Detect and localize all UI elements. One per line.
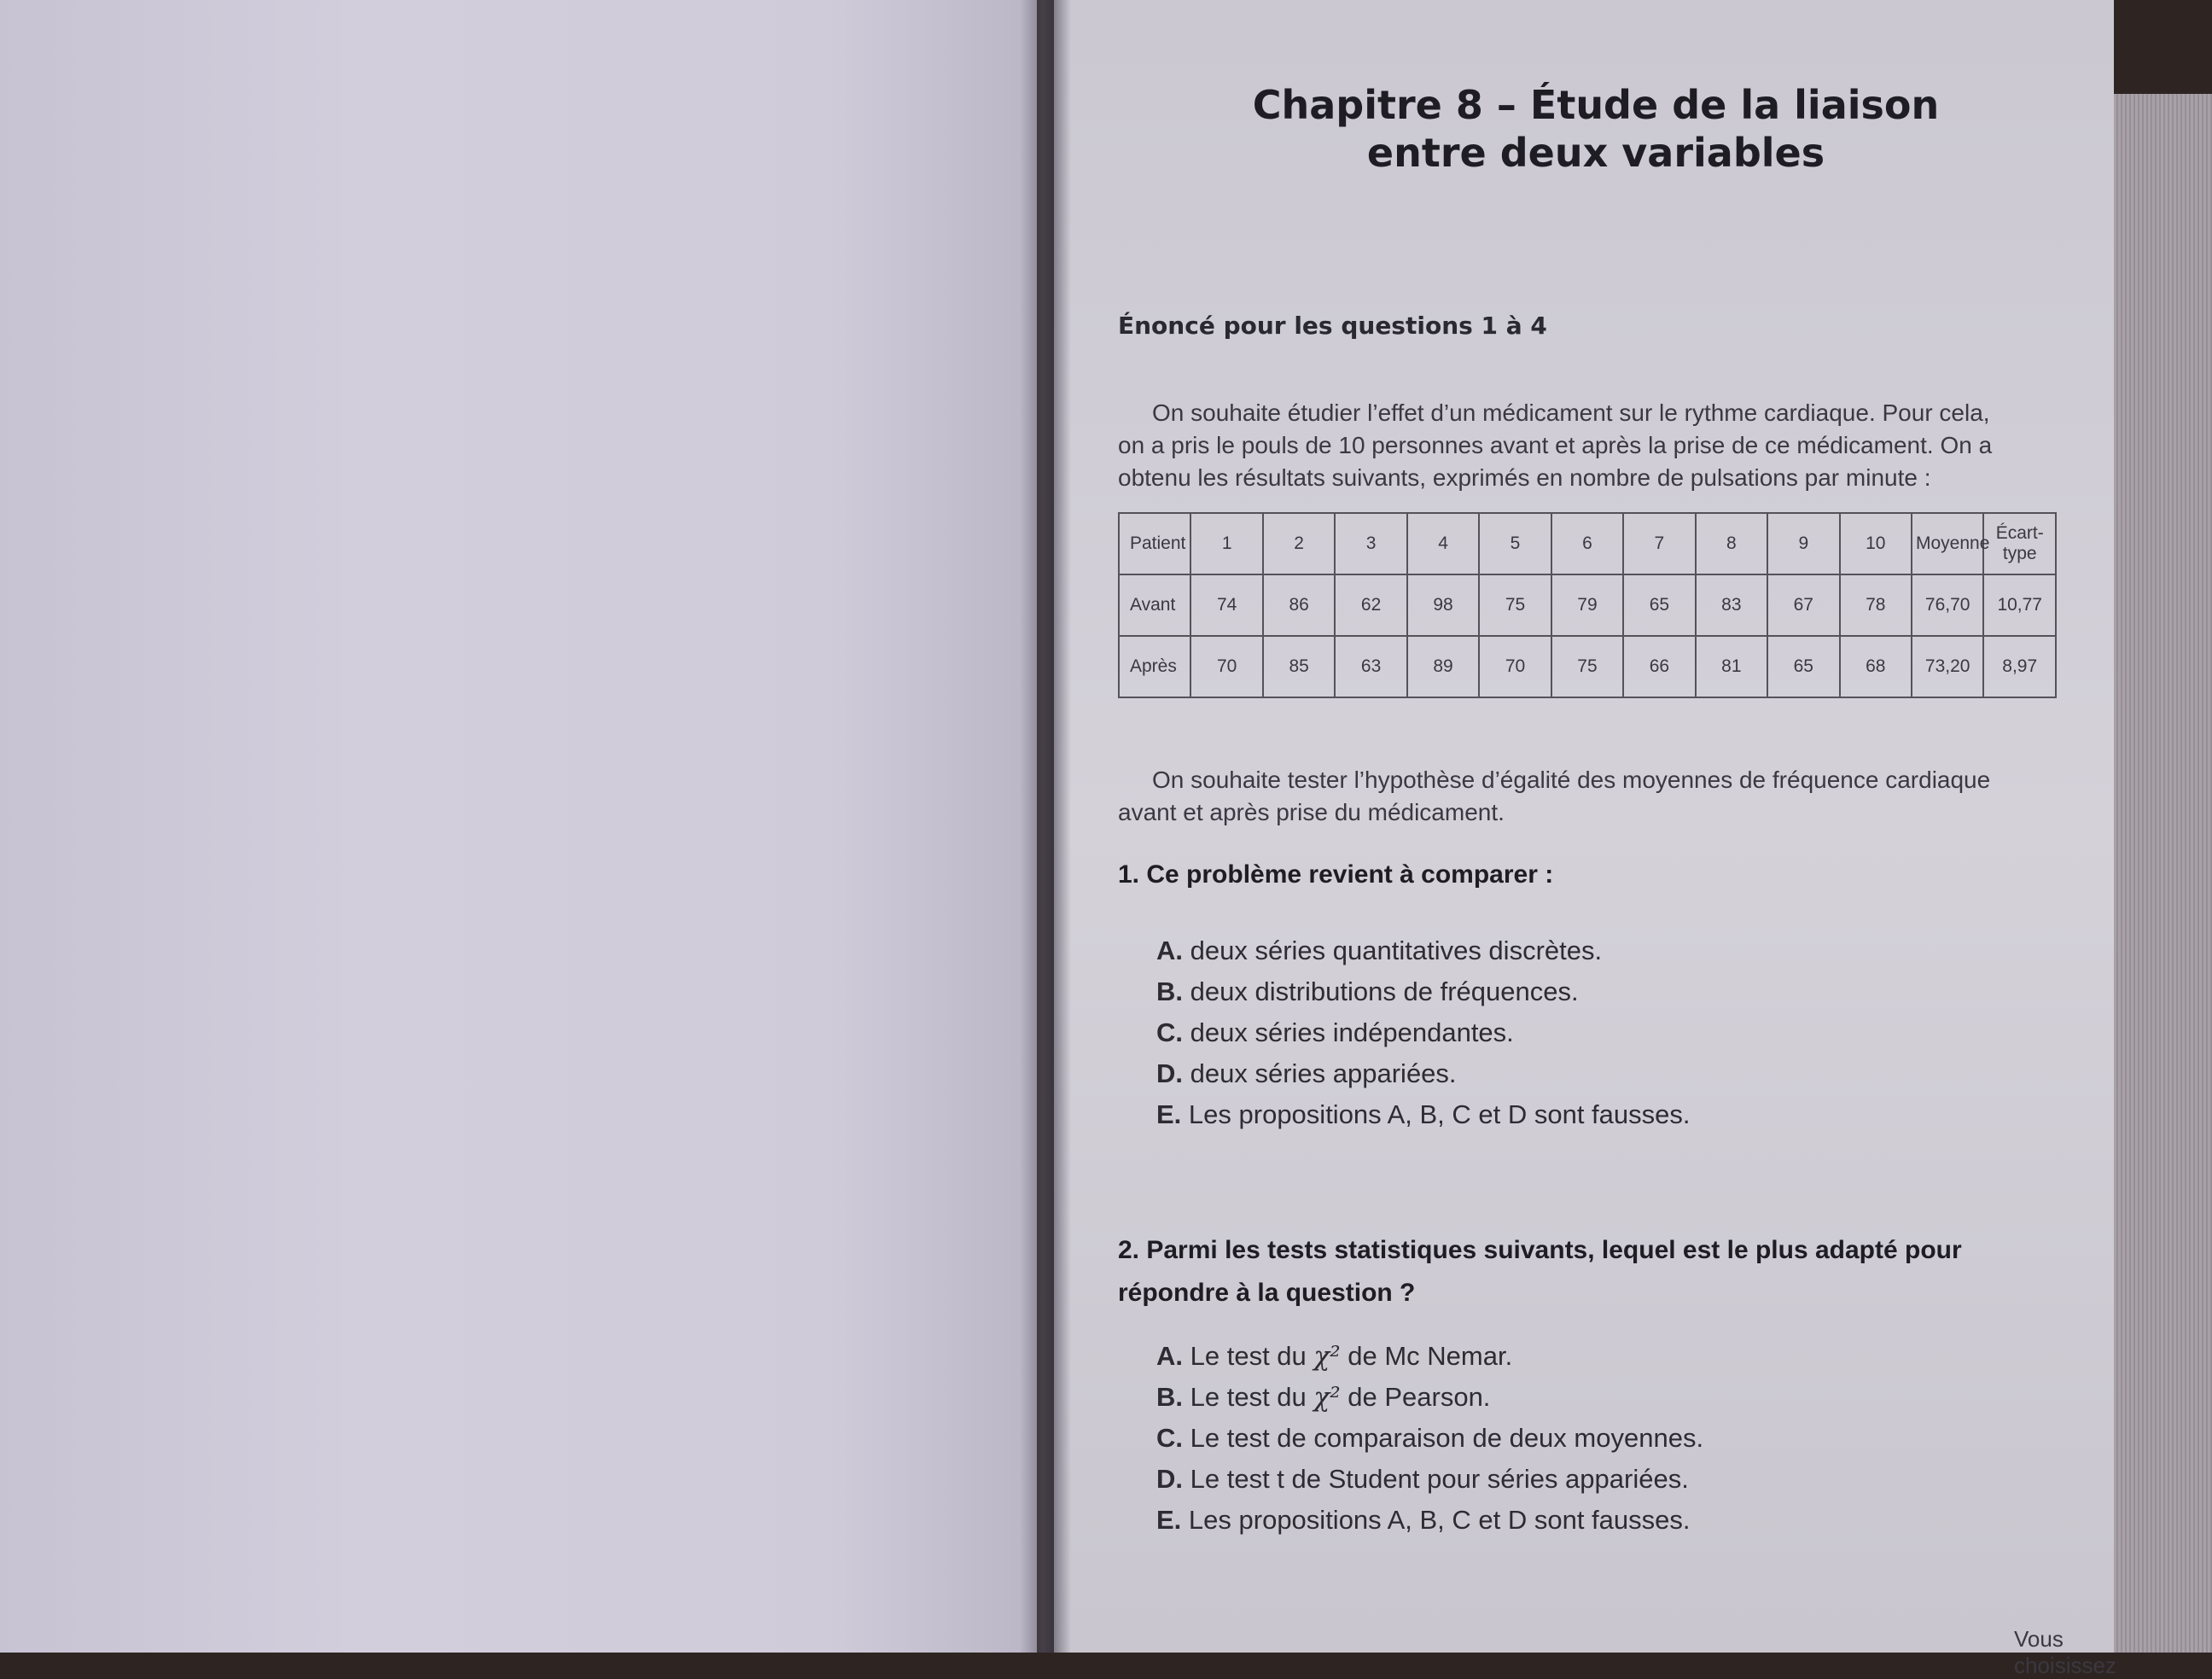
option-letter: B. bbox=[1156, 977, 1183, 1006]
table-cell: 76,70 bbox=[1912, 574, 1983, 636]
table-cell: 86 bbox=[1263, 574, 1335, 636]
table-cell: 66 bbox=[1623, 636, 1695, 697]
table-cell: 2 bbox=[1263, 513, 1335, 574]
table-row bbox=[1119, 636, 2056, 697]
option-text: deux séries indépendantes. bbox=[1190, 1017, 1514, 1047]
table-cell: 63 bbox=[1335, 636, 1406, 697]
option-item bbox=[1156, 930, 1691, 971]
table-cell: Moyenne bbox=[1912, 513, 1983, 574]
option-letter: C. bbox=[1156, 1017, 1183, 1047]
question-1-options bbox=[1156, 930, 1691, 1135]
section-heading: Énoncé pour les questions 1 à 4 bbox=[1118, 312, 1547, 340]
table-cell: Écart-type bbox=[1983, 513, 2056, 574]
option-item bbox=[1156, 1459, 1703, 1500]
option-text: Les propositions A, B, C et D sont fausses. bbox=[1188, 1099, 1691, 1129]
option-text: de Pearson. bbox=[1348, 1382, 1491, 1412]
option-item bbox=[1156, 1012, 1691, 1053]
table-cell: 73,20 bbox=[1912, 636, 1983, 697]
table-cell: 78 bbox=[1840, 574, 1912, 636]
chapter-title bbox=[1118, 81, 2074, 177]
option-letter: A. bbox=[1156, 1341, 1183, 1371]
option-text: Les propositions A, B, C et D sont fausses. bbox=[1188, 1505, 1691, 1535]
option-item bbox=[1156, 971, 1691, 1012]
table-cell: 67 bbox=[1767, 574, 1839, 636]
left-page bbox=[0, 0, 1037, 1653]
table-cell: 89 bbox=[1407, 636, 1479, 697]
option-item bbox=[1156, 1500, 1703, 1541]
option-letter: B. bbox=[1156, 1382, 1183, 1412]
chi-square-symbol: χ² bbox=[1313, 1341, 1341, 1372]
question-2: 2. Parmi les tests statistiques suivants, lequel est le plus adapté pour répondre à la question ? bbox=[1118, 1236, 1962, 1307]
option-text: deux distributions de fréquences. bbox=[1190, 977, 1579, 1006]
option-letter: C. bbox=[1156, 1423, 1183, 1453]
footer-text-fragment: Vous choisissez bbox=[2014, 1626, 2116, 1678]
table-cell: 1 bbox=[1190, 513, 1262, 574]
chi-square-symbol: χ² bbox=[1313, 1382, 1341, 1413]
table-cell: 62 bbox=[1335, 574, 1406, 636]
table-cell: Après bbox=[1119, 636, 1190, 697]
table-cell: 98 bbox=[1407, 574, 1479, 636]
option-letter: D. bbox=[1156, 1464, 1183, 1494]
option-text: Le test du bbox=[1190, 1341, 1307, 1371]
table-cell: 4 bbox=[1407, 513, 1479, 574]
option-letter: E. bbox=[1156, 1099, 1182, 1129]
table-cell: 8 bbox=[1696, 513, 1767, 574]
table-row bbox=[1119, 574, 2056, 636]
table-cell: 75 bbox=[1479, 574, 1551, 636]
table-cell: 79 bbox=[1551, 574, 1623, 636]
table-cell: 10,77 bbox=[1983, 574, 2056, 636]
table-header-row bbox=[1119, 513, 2056, 574]
table-cell: 75 bbox=[1551, 636, 1623, 697]
option-item bbox=[1156, 1053, 1691, 1094]
table-cell: Avant bbox=[1119, 574, 1190, 636]
table-cell: 74 bbox=[1190, 574, 1262, 636]
table-cell: 3 bbox=[1335, 513, 1406, 574]
option-item bbox=[1156, 1336, 1703, 1377]
option-text: Le test de comparaison de deux moyennes. bbox=[1190, 1423, 1704, 1453]
chapter-title-line2: entre deux variables bbox=[1366, 130, 1825, 176]
table-cell: 5 bbox=[1479, 513, 1551, 574]
table-cell: 70 bbox=[1190, 636, 1262, 697]
table-cell: 81 bbox=[1696, 636, 1767, 697]
table-cell: Patient bbox=[1119, 513, 1190, 574]
table-cell: 10 bbox=[1840, 513, 1912, 574]
question-1: 1. Ce problème revient à comparer : bbox=[1118, 860, 1554, 889]
pulse-table bbox=[1118, 512, 2057, 698]
option-item bbox=[1156, 1094, 1691, 1135]
option-text: de Mc Nemar. bbox=[1348, 1341, 1513, 1371]
chapter-title-line1: Chapitre 8 – Étude de la liaison bbox=[1252, 82, 1940, 128]
table-cell: 65 bbox=[1767, 636, 1839, 697]
table-cell: 7 bbox=[1623, 513, 1695, 574]
option-text: deux séries quantitatives discrètes. bbox=[1190, 936, 1603, 965]
option-text: Le test t de Student pour séries appariées. bbox=[1190, 1464, 1689, 1494]
option-item bbox=[1156, 1418, 1703, 1459]
option-text: Le test du bbox=[1190, 1382, 1307, 1412]
table-cell: 85 bbox=[1263, 636, 1335, 697]
table-cell: 6 bbox=[1551, 513, 1623, 574]
option-letter: A. bbox=[1156, 936, 1183, 965]
option-letter: E. bbox=[1156, 1505, 1182, 1535]
page-content bbox=[1118, 0, 2116, 1678]
table-cell: 8,97 bbox=[1983, 636, 2056, 697]
option-letter: D. bbox=[1156, 1058, 1183, 1088]
table-cell: 68 bbox=[1840, 636, 1912, 697]
book-gutter bbox=[1020, 0, 1071, 1653]
table-cell: 83 bbox=[1696, 574, 1767, 636]
intro-paragraph: On souhaite étudier l’effet d’un médicament sur le rythme cardiaque. Pour cela, on a pris le pouls de 10 personnes avant et après la prise de ce médicament. On a obtenu les résultats suivants, exprimés en nombre de pulsations par minute : bbox=[1118, 399, 1993, 491]
table-cell: 65 bbox=[1623, 574, 1695, 636]
question-2-options bbox=[1156, 1336, 1703, 1541]
hypothesis-paragraph: On souhaite tester l’hypothèse d’égalité des moyennes de fréquence cardiaque avant et après prise du médicament. bbox=[1118, 767, 1991, 825]
table-cell: 70 bbox=[1479, 636, 1551, 697]
option-text: deux séries appariées. bbox=[1190, 1058, 1457, 1088]
table-cell: 9 bbox=[1767, 513, 1839, 574]
page-edges bbox=[2114, 94, 2212, 1653]
option-item bbox=[1156, 1377, 1703, 1418]
